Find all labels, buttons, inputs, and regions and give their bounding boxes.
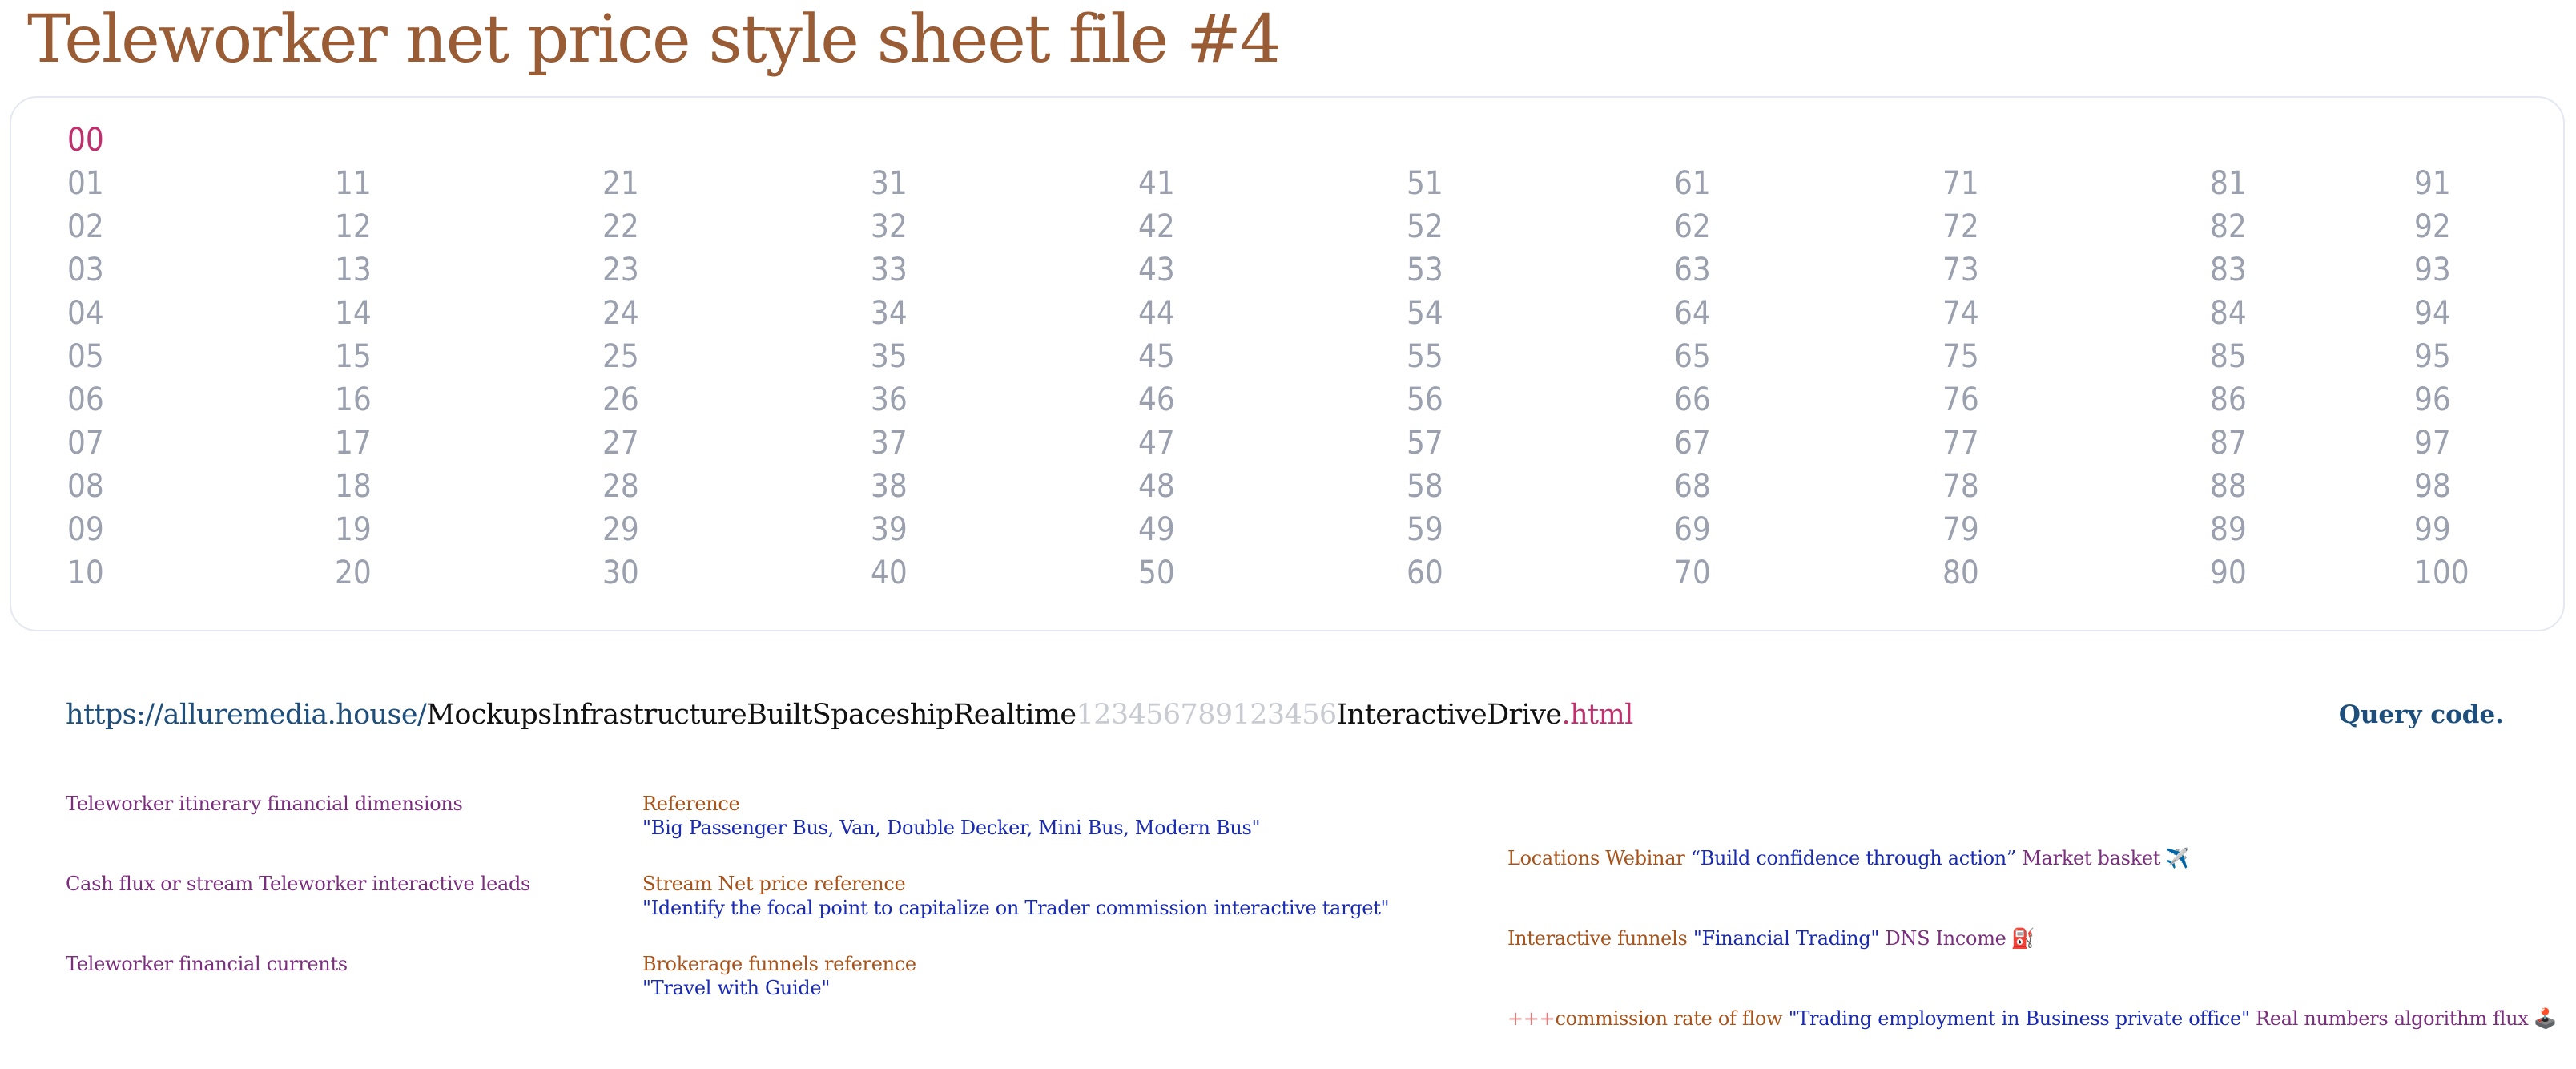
number-cell: 18 bbox=[335, 468, 372, 505]
number-cell: 10 bbox=[67, 555, 104, 591]
reference-label: Reference bbox=[642, 793, 740, 815]
number-cell: 44 bbox=[1138, 295, 1175, 332]
reference-item bbox=[642, 872, 1389, 920]
number-cell: 68 bbox=[1674, 468, 1711, 505]
url-path: MockupsInfrastructureBuiltSpaceshipRealtime bbox=[426, 699, 1077, 731]
left-label: Cash flux or stream Teleworker interactive leads bbox=[66, 873, 531, 895]
number-cell: 43 bbox=[1138, 252, 1175, 288]
info-line bbox=[1507, 1005, 2557, 1032]
number-cell: 14 bbox=[335, 295, 372, 332]
url-digits: 123456789123456 bbox=[1076, 699, 1337, 731]
airplane-icon: ✈️ bbox=[2165, 847, 2189, 869]
number-cell: 99 bbox=[2414, 511, 2451, 548]
reference-value: "Identify the focal point to capitalize on Trader commission interactive target" bbox=[642, 897, 1390, 919]
number-cell: 21 bbox=[602, 165, 639, 202]
info-line-quote: "Trading employment in Business private office" bbox=[1788, 1007, 2250, 1030]
number-cell: 51 bbox=[1407, 165, 1443, 202]
number-cell: 17 bbox=[335, 425, 372, 462]
number-cell: 89 bbox=[2210, 511, 2247, 548]
number-cell: 34 bbox=[871, 295, 908, 332]
page-title: Teleworker net price style sheet file #4 bbox=[27, 2, 1281, 78]
number-cell: 79 bbox=[1942, 511, 1979, 548]
number-cell: 36 bbox=[871, 381, 908, 418]
number-cell: 06 bbox=[67, 381, 104, 418]
number-cell: 75 bbox=[1942, 338, 1979, 375]
number-cell: 04 bbox=[67, 295, 104, 332]
number-cell: 02 bbox=[67, 208, 104, 245]
numbers-grid-panel bbox=[10, 96, 2565, 631]
number-cell: 80 bbox=[1942, 555, 1979, 591]
number-cell: 70 bbox=[1674, 555, 1711, 591]
number-cell: 72 bbox=[1942, 208, 1979, 245]
info-line-label: Interactive funnels bbox=[1507, 927, 1688, 950]
number-cell: 98 bbox=[2414, 468, 2451, 505]
number-cell: 63 bbox=[1674, 252, 1711, 288]
number-cell: 94 bbox=[2414, 295, 2451, 332]
number-cell: 77 bbox=[1942, 425, 1979, 462]
number-cell: 71 bbox=[1942, 165, 1979, 202]
number-cell: 30 bbox=[602, 555, 639, 591]
number-cell: 74 bbox=[1942, 295, 1979, 332]
number-cell: 97 bbox=[2414, 425, 2451, 462]
number-cell: 41 bbox=[1138, 165, 1175, 202]
number-cell: 32 bbox=[871, 208, 908, 245]
info-line-label: Locations Webinar bbox=[1507, 847, 1685, 869]
fuel-pump-icon: ⛽ bbox=[2010, 927, 2035, 950]
number-cell: 62 bbox=[1674, 208, 1711, 245]
number-cell: 40 bbox=[871, 555, 908, 591]
number-cell: 37 bbox=[871, 425, 908, 462]
number-cell: 85 bbox=[2210, 338, 2247, 375]
number-cell: 60 bbox=[1407, 555, 1443, 591]
number-cell: 39 bbox=[871, 511, 908, 548]
number-cell: 03 bbox=[67, 252, 104, 288]
number-cell: 91 bbox=[2414, 165, 2451, 202]
number-cell: 19 bbox=[335, 511, 372, 548]
number-cell: 86 bbox=[2210, 381, 2247, 418]
number-cell: 23 bbox=[602, 252, 639, 288]
number-cell: 82 bbox=[2210, 208, 2247, 245]
url-domain: https://alluremedia.house/ bbox=[66, 699, 427, 731]
reference-value: "Travel with Guide" bbox=[642, 977, 831, 999]
number-cell: 31 bbox=[871, 165, 908, 202]
query-code-link[interactable]: Query code. bbox=[2338, 700, 2504, 729]
number-cell: 84 bbox=[2210, 295, 2247, 332]
left-label: Teleworker itinerary financial dimensions bbox=[66, 793, 463, 815]
number-cell: 15 bbox=[335, 338, 372, 375]
number-cell: 16 bbox=[335, 381, 372, 418]
left-label: Teleworker financial currents bbox=[66, 953, 348, 975]
number-cell: 81 bbox=[2210, 165, 2247, 202]
number-cell: 24 bbox=[602, 295, 639, 332]
number-cell: 83 bbox=[2210, 252, 2247, 288]
number-cell: 59 bbox=[1407, 511, 1443, 548]
url-link[interactable] bbox=[66, 694, 1633, 736]
number-cell: 64 bbox=[1674, 295, 1711, 332]
number-cell: 100 bbox=[2414, 555, 2469, 591]
number-cell: 11 bbox=[335, 165, 372, 202]
info-line-prefix: +++ bbox=[1507, 1007, 1556, 1030]
number-cell: 53 bbox=[1407, 252, 1443, 288]
info-line bbox=[1507, 925, 2035, 952]
number-cell: 66 bbox=[1674, 381, 1711, 418]
number-cell: 12 bbox=[335, 208, 372, 245]
reference-label: Stream Net price reference bbox=[642, 873, 906, 895]
number-cell: 26 bbox=[602, 381, 639, 418]
reference-value: "Big Passenger Bus, Van, Double Decker, Mini Bus, Modern Bus" bbox=[642, 817, 1261, 839]
number-cell: 01 bbox=[67, 165, 104, 202]
number-cell: 48 bbox=[1138, 468, 1175, 505]
reference-label: Brokerage funnels reference bbox=[642, 953, 916, 975]
number-cell: 55 bbox=[1407, 338, 1443, 375]
number-cell: 67 bbox=[1674, 425, 1711, 462]
number-cell: 27 bbox=[602, 425, 639, 462]
number-cell: 08 bbox=[67, 468, 104, 505]
url-extension: .html bbox=[1561, 699, 1633, 731]
number-cell: 38 bbox=[871, 468, 908, 505]
number-cell: 58 bbox=[1407, 468, 1443, 505]
reference-item bbox=[642, 792, 1260, 840]
number-cell: 49 bbox=[1138, 511, 1175, 548]
number-cell: 33 bbox=[871, 252, 908, 288]
number-cell: 95 bbox=[2414, 338, 2451, 375]
number-cell: 61 bbox=[1674, 165, 1711, 202]
number-cell: 47 bbox=[1138, 425, 1175, 462]
number-cell: 05 bbox=[67, 338, 104, 375]
number-cell: 20 bbox=[335, 555, 372, 591]
number-cell: 25 bbox=[602, 338, 639, 375]
number-cell: 35 bbox=[871, 338, 908, 375]
number-cell: 50 bbox=[1138, 555, 1175, 591]
number-cell: 52 bbox=[1407, 208, 1443, 245]
number-cell: 46 bbox=[1138, 381, 1175, 418]
number-cell: 87 bbox=[2210, 425, 2247, 462]
number-cell: 88 bbox=[2210, 468, 2247, 505]
number-cell: 65 bbox=[1674, 338, 1711, 375]
number-cell: 90 bbox=[2210, 555, 2247, 591]
number-cell: 42 bbox=[1138, 208, 1175, 245]
info-line-tail: DNS Income bbox=[1885, 927, 2006, 950]
number-cell: 56 bbox=[1407, 381, 1443, 418]
number-header: 00 bbox=[67, 122, 104, 159]
number-cell: 45 bbox=[1138, 338, 1175, 375]
number-cell: 54 bbox=[1407, 295, 1443, 332]
url-page: InteractiveDrive bbox=[1336, 699, 1562, 731]
number-cell: 57 bbox=[1407, 425, 1443, 462]
info-line-tail: Real numbers algorithm flux bbox=[2256, 1007, 2529, 1030]
number-cell: 76 bbox=[1942, 381, 1979, 418]
reference-item bbox=[642, 952, 916, 1000]
number-cell: 69 bbox=[1674, 511, 1711, 548]
number-cell: 22 bbox=[602, 208, 639, 245]
info-line-tail: Market basket bbox=[2022, 847, 2161, 869]
number-cell: 93 bbox=[2414, 252, 2451, 288]
number-cell: 13 bbox=[335, 252, 372, 288]
number-cell: 92 bbox=[2414, 208, 2451, 245]
number-cell: 07 bbox=[67, 425, 104, 462]
number-cell: 28 bbox=[602, 468, 639, 505]
info-line-label: commission rate of flow bbox=[1555, 1007, 1783, 1030]
info-line-quote: "Financial Trading" bbox=[1693, 927, 1880, 950]
joystick-icon: 🕹️ bbox=[2533, 1007, 2558, 1030]
number-cell: 78 bbox=[1942, 468, 1979, 505]
info-line bbox=[1507, 845, 2189, 872]
number-cell: 29 bbox=[602, 511, 639, 548]
number-cell: 73 bbox=[1942, 252, 1979, 288]
number-cell: 09 bbox=[67, 511, 104, 548]
number-cell: 96 bbox=[2414, 381, 2451, 418]
info-line-quote: “Build confidence through action” bbox=[1690, 847, 2016, 869]
